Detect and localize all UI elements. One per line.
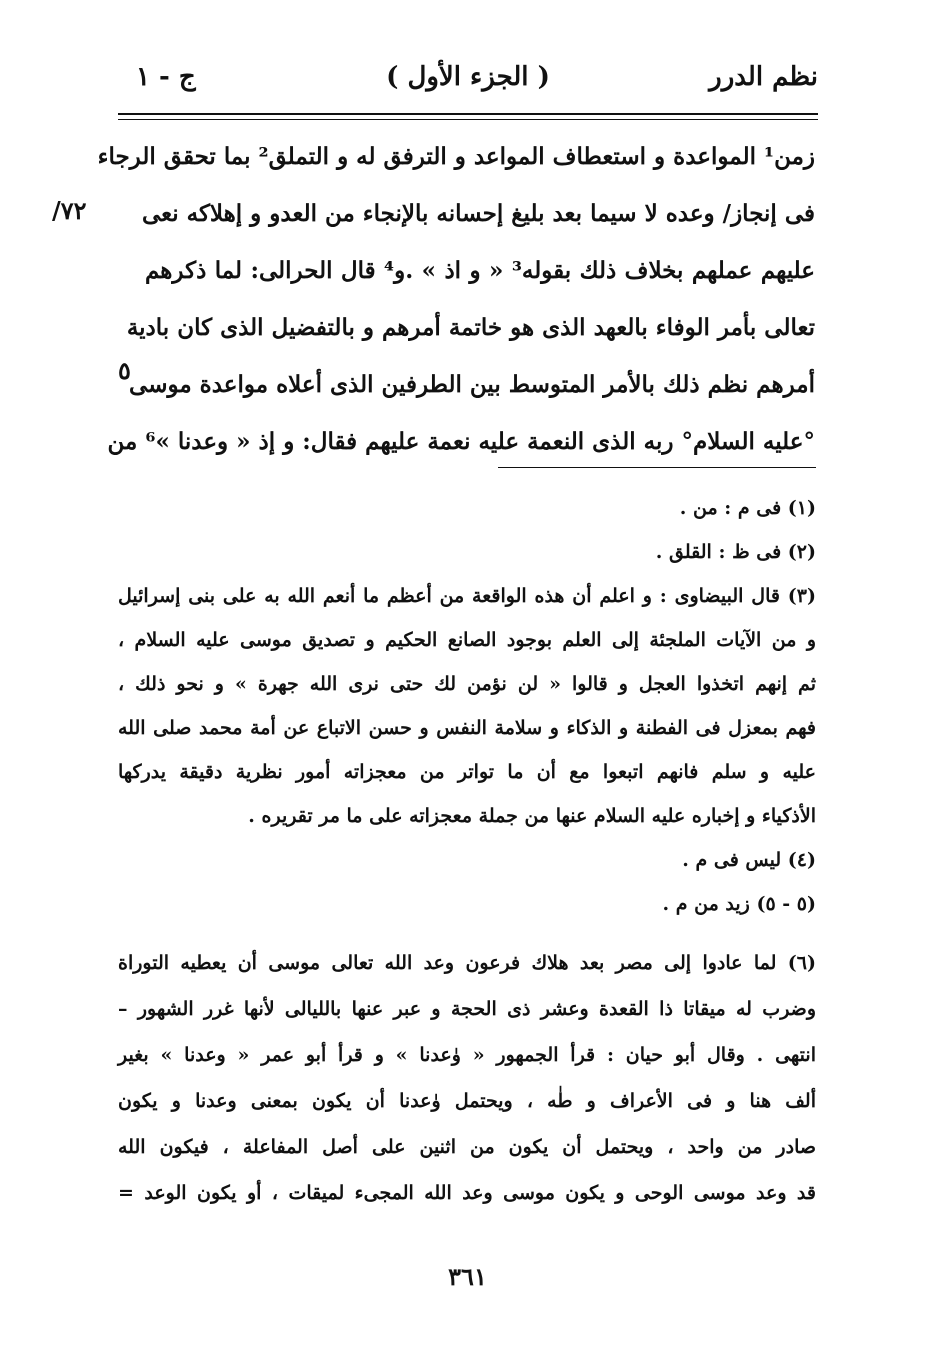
- footnote-gap: [118, 926, 816, 940]
- footnote-3: [118, 574, 816, 838]
- footnote-6: [118, 940, 816, 1216]
- footnote-line: عليه و سلم فانهم اتبعوا مع أن ما تواتر من معجزاته أمور نظرية دقيقة يدركها: [118, 761, 816, 783]
- margin-line-number: ٥: [118, 356, 131, 385]
- footnote-line: (٣) قال البيضاوى : و اعلم أن هذه الواقعة من أعظم ما أنعم الله به على بنى إسرائيل: [118, 585, 816, 607]
- footnote-line: الأذكياء و إخباره عليه السلام عنها من جملة معجزاته على ما مر تقريره .: [248, 805, 816, 827]
- footnote-line: وضرب له ميقاتا ذا القعدة وعشر ذى الحجة و عبر عنها بالليالى لأنها غرر الشهور –: [118, 998, 816, 1020]
- header-rule-thin: [118, 119, 818, 120]
- text-line: أمرهم نظم ذلك بالأمر المتوسط بين الطرفين الذى أعلاه مواعدة موسى: [129, 371, 815, 398]
- footnote-4: (٤) ليس فى م .: [682, 849, 816, 871]
- footnote-line: صادر من واحد ، ويحتمل أن يكون من اثنين على أصل المفاعلة ، فيكون الله: [118, 1136, 816, 1158]
- header-part-title: ( الجزء الأول ): [386, 62, 550, 92]
- footnote-line: قد وعد موسى الوحى و يكون موسى وعد الله المجىء لميقات ، أو يكون الوعد =: [118, 1182, 816, 1204]
- page-number: ٣٦١: [448, 1262, 487, 1291]
- footnote-1: (١) فى م : من .: [679, 497, 816, 519]
- text-line: تعالى بأمر الوفاء بالعهد الذى هو خاتمة أمرهم و بالتفضيل الذى كان بادية: [126, 314, 815, 341]
- footnote-line: انتهى . وقال أبو حيان : قرأ الجمهور « وٰعدنا » و قرأ أبو عمر « وعدنا » بغير: [118, 1044, 816, 1066]
- text-line: عليهم عملهم بخلاف ذلك بقوله³ « و اذ » .و⁴ قال الحرالى: لما ذكرهم: [145, 257, 816, 284]
- margin-folio-mark: ٧٢/: [52, 196, 87, 225]
- footnote-line: (٦) لما عادوا إلى مصر بعد هلاك فرعون وعد الله تعالى موسى أن يعطيه التوراة: [118, 952, 816, 974]
- running-header: [118, 62, 818, 108]
- main-text: [97, 128, 816, 470]
- footnote-separator: [498, 467, 816, 468]
- footnote-line: و من الآيات الملجئة إلى العلم بوجود الصانع الحكيم و تصديق موسى عليه السلام ،: [118, 629, 816, 651]
- footnote-line: فهم بمعزل فى الفطنة و الذكاء و سلامة النفس و حسن الاتباع عن أمة محمد صلى الله: [118, 717, 816, 739]
- text-line: فى إنجاز/ وعده لا سيما بعد بليغ إحسانه بالإنجاء من العدو و إهلاكه نعى: [141, 200, 815, 227]
- footnote-2: (٢) فى ظ : القلق .: [655, 541, 816, 563]
- footnote-5: (٥ - ٥) زيد من م .: [662, 893, 816, 915]
- text-line: °عليه السلام° ربه الذى النعمة عليه نعمة عليهم فقال: و إذ « وعدنا »⁶ من: [107, 428, 815, 455]
- text-line: زمن¹ المواعدة و استعطاف المواعد و الترفق له و التملق² بما تحقق الرجاء: [97, 143, 815, 170]
- header-rule-thick: [118, 113, 818, 115]
- footnotes: [118, 486, 816, 1216]
- header-volume-label: ج - ١: [136, 62, 196, 92]
- footnote-line: ألف هنا و فى الأعراف و طٰه ، ويحتمل وٰعدنا أن يكون بمعنى وعدنا و يكون: [118, 1090, 816, 1112]
- footnote-line: ثم إنهم اتخذوا العجل و قالوا « لن نؤمن لك حتى نرى الله جهرة » و نحو ذلك ،: [118, 673, 816, 695]
- header-book-title: نظم الدرر: [709, 62, 818, 92]
